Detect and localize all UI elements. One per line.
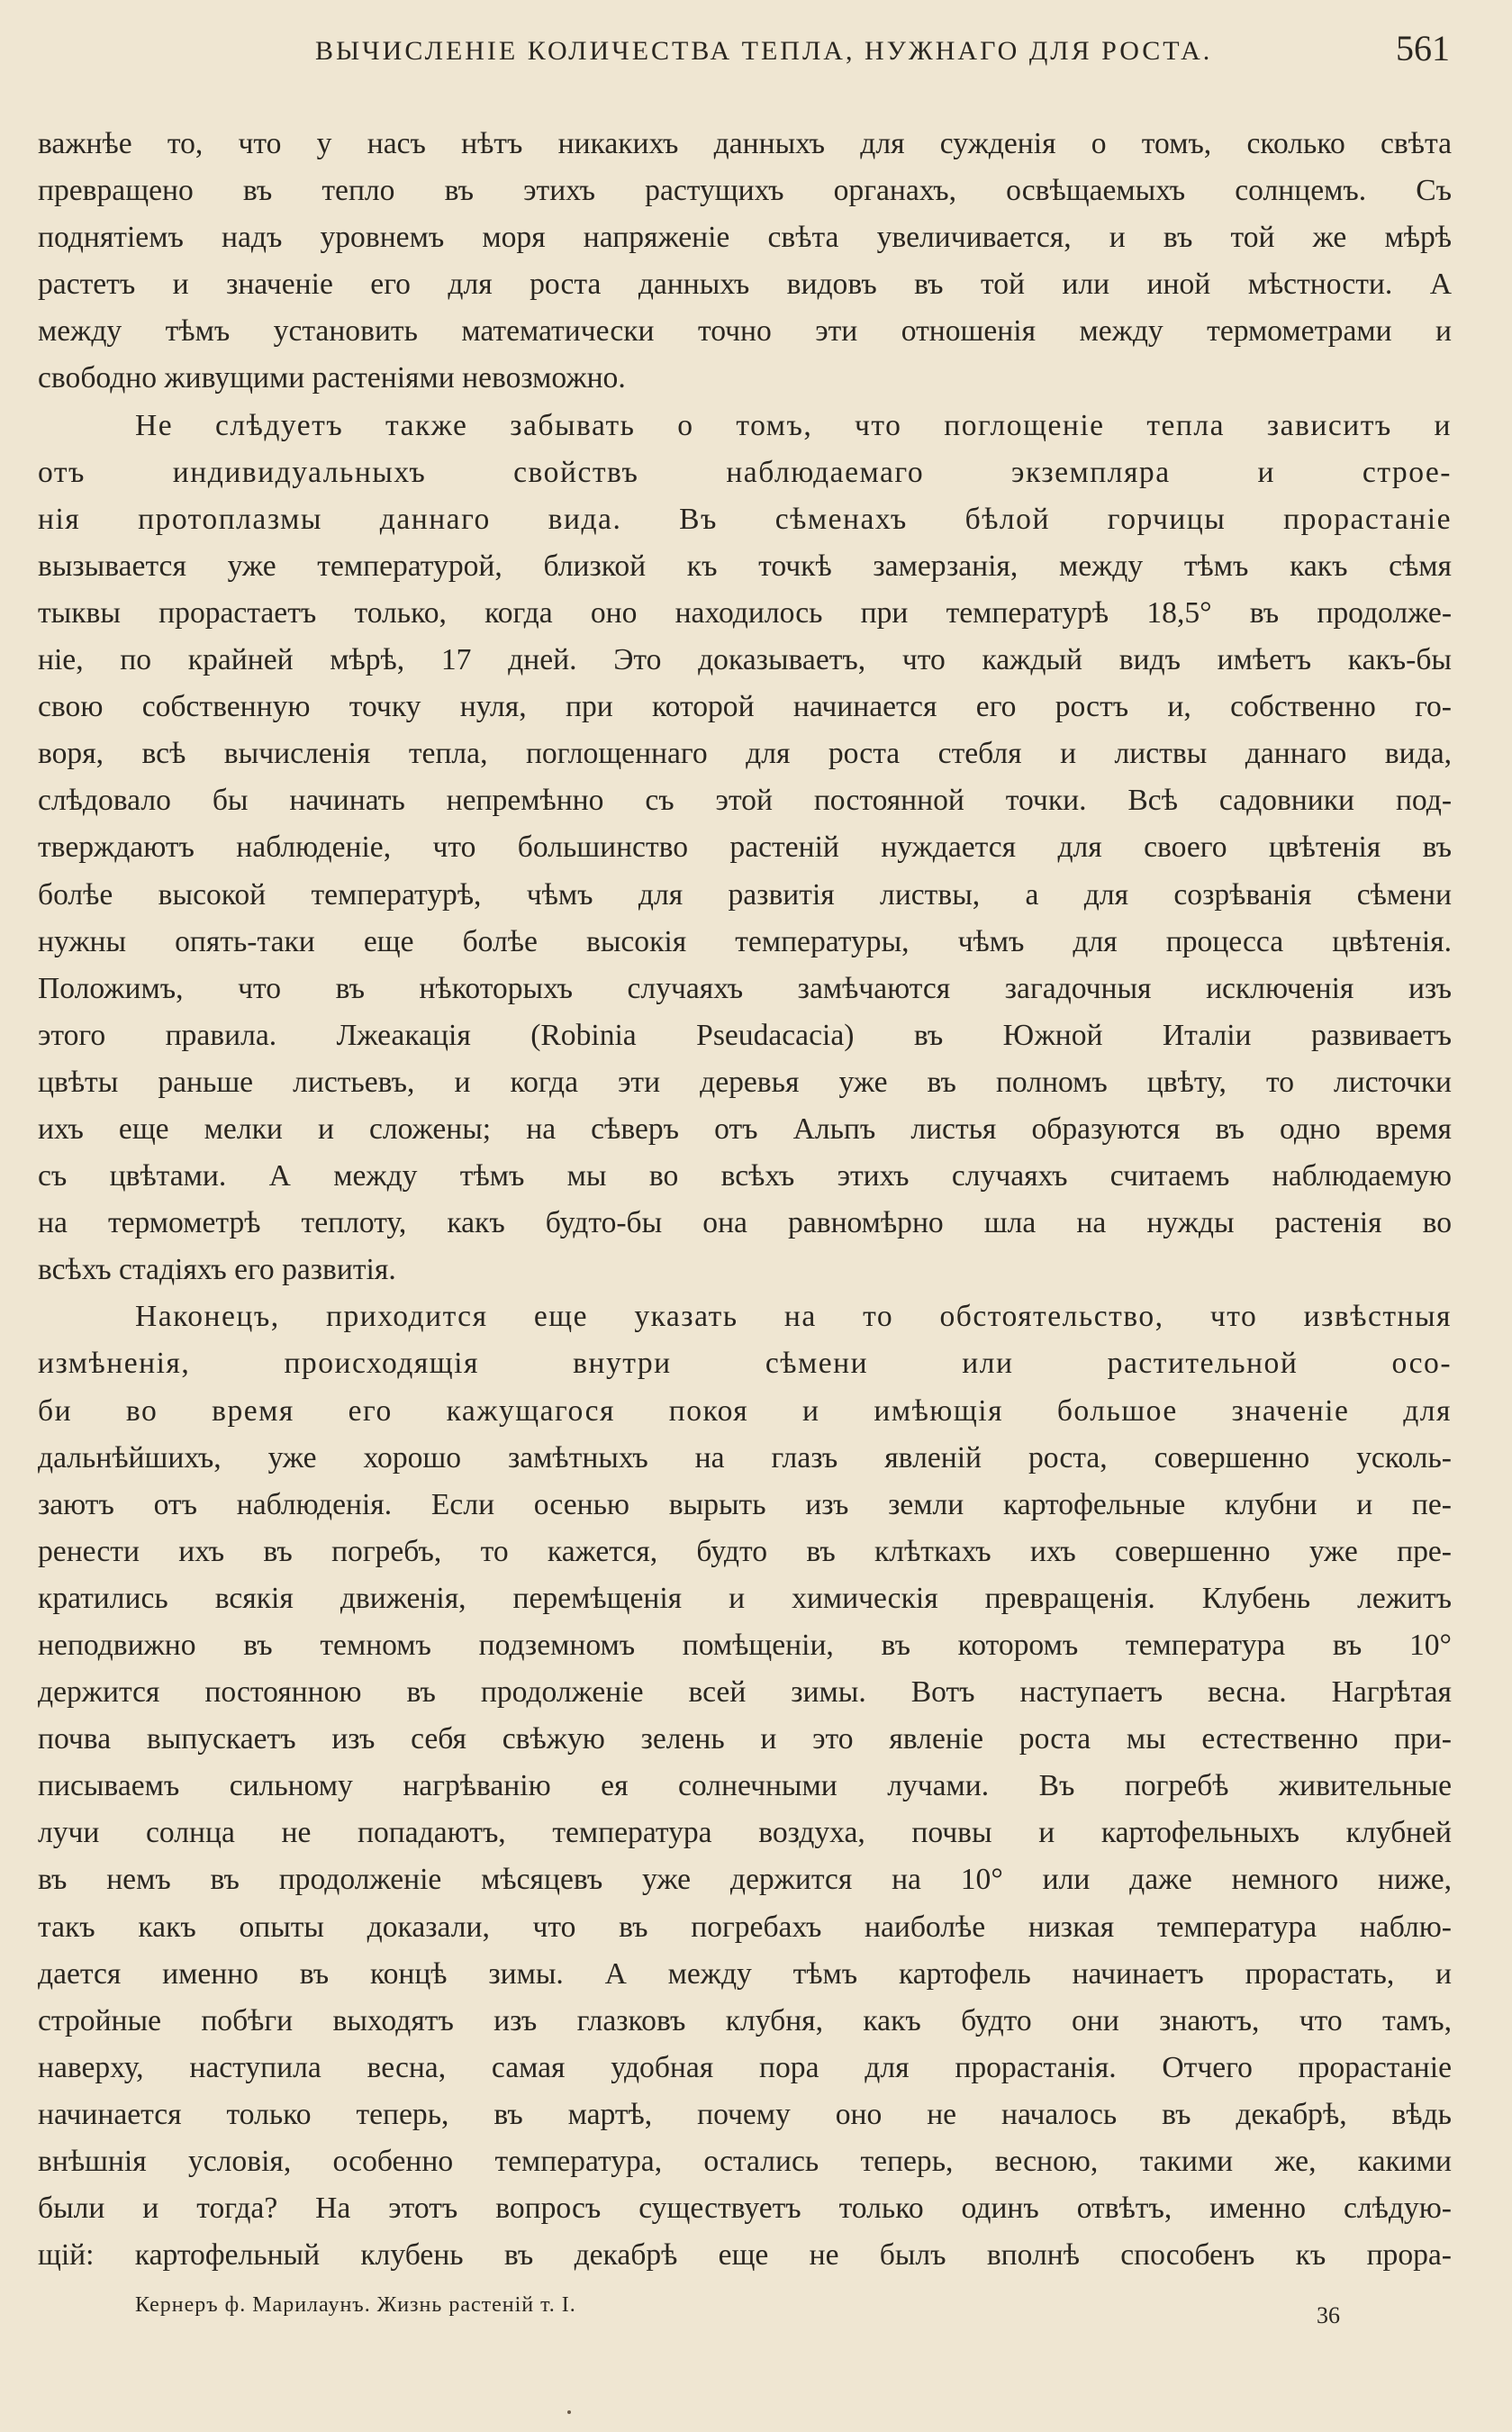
text-line: ихъ еще мелки и сложены; на сѣверъ отъ Альпъ листья образуются въ одно время [38, 1112, 1452, 1146]
text-line: измѣненія, происходящія внутри сѣмени или растительной осо- [38, 1347, 1452, 1381]
text-line: свою собственную точку нуля, при которой начинается его ростъ и, собственно го- [38, 690, 1452, 724]
text-line: Не слѣдуетъ также забывать о томъ, что поглощеніе тепла зависитъ и [135, 408, 1452, 442]
text-line: тыквы прорастаетъ только, когда оно находилось при температурѣ 18,5° въ продолже- [38, 595, 1452, 630]
text-line: вызывается уже температурой, близкой къ точкѣ замерзанія, между тѣмъ какъ сѣмя [38, 549, 1452, 583]
text-line: съ цвѣтами. А между тѣмъ мы во всѣхъ этихъ случаяхъ считаемъ наблюдаемую [38, 1159, 1452, 1193]
text-line: начинается только теперь, въ мартѣ, почему оно не началось въ декабрѣ, вѣдь [38, 2097, 1452, 2131]
text-line: щій: картофельный клубень въ декабрѣ еще не былъ вполнѣ способенъ къ прора- [38, 2238, 1452, 2273]
text-line: ніе, по крайней мѣрѣ, 17 дней. Это доказываетъ, что каждый видъ имѣетъ какъ-бы [38, 643, 1452, 677]
text-line: ренести ихъ въ погребъ, то кажется, будто въ клѣткахъ ихъ совершенно уже пре- [38, 1534, 1452, 1568]
text-line: на термометрѣ теплоту, какъ будто-бы она равномѣрно шла на нужды растенія во [38, 1206, 1452, 1240]
text-line: би во время его кажущагося покоя и имѣющія большое значеніе для [38, 1393, 1452, 1428]
text-line: цвѣты раньше листьевъ, и когда эти деревья уже въ полномъ цвѣту, то листочки [38, 1065, 1452, 1099]
text-line: лучи солнца не попадаютъ, температура воздуха, почвы и картофельныхъ клубней [38, 1816, 1452, 1850]
text-line: заютъ отъ наблюденія. Если осенью вырыть изъ земли картофельные клубни и пе- [38, 1487, 1452, 1521]
paper-speck [567, 2410, 571, 2414]
text-line: держится постоянною въ продолженіе всей зимы. Вотъ наступаетъ весна. Нагрѣтая [38, 1675, 1452, 1710]
page-number: 561 [1396, 28, 1450, 68]
text-line: этого правила. Лжеакація (Robinia Pseudacacia) въ Южной Италіи развиваетъ [38, 1018, 1452, 1052]
body-text [38, 121, 1452, 2279]
footer-source: Кернеръ ф. Марилаунъ. Жизнь растеній т. I. [135, 2293, 576, 2317]
text-line: превращено въ тепло въ этихъ растущихъ органахъ, освѣщаемыхъ солнцемъ. Съ [38, 174, 1452, 208]
text-line: внѣшнія условія, особенно температура, остались теперь, весною, такими же, какими [38, 2145, 1452, 2179]
text-line: писываемъ сильному нагрѣванію ея солнечными лучами. Въ погребѣ живительные [38, 1769, 1452, 1803]
text-line: наверху, наступила весна, самая удобная пора для прорастанія. Отчего прорастаніе [38, 2050, 1452, 2084]
text-line: растетъ и значеніе его для роста данныхъ видовъ въ той или иной мѣстности. А [38, 268, 1452, 302]
page-header [306, 25, 1450, 70]
text-line: воря, всѣ вычисленія тепла, поглощеннаго для роста стебля и листвы даннаго вида, [38, 737, 1452, 771]
text-line: всѣхъ стадіяхъ его развитія. [38, 1253, 396, 1287]
text-line: слѣдовало бы начинать непремѣнно съ этой постоянной точки. Всѣ садовники под- [38, 784, 1452, 818]
text-line: неподвижно въ темномъ подземномъ помѣщеніи, въ которомъ температура въ 10° [38, 1629, 1452, 1662]
text-line: нужны опять-таки еще болѣе высокія температуры, чѣмъ для процесса цвѣтенія. [38, 924, 1452, 958]
text-line: стройные побѣги выходятъ изъ глазковъ клубня, какъ будто они знаютъ, что тамъ, [38, 2003, 1452, 2037]
text-line: между тѣмъ установить математически точно эти отношенія между термометрами и [38, 314, 1452, 349]
text-line: были и тогда? На этотъ вопросъ существуетъ только одинъ отвѣтъ, именно слѣдую- [38, 2192, 1452, 2226]
text-line: дается именно въ концѣ зимы. А между тѣмъ картофель начинаетъ прорастать, и [38, 1956, 1452, 1991]
text-line: свободно живущими растеніями невозможно. [38, 361, 626, 395]
text-line: дальнѣйшихъ, уже хорошо замѣтныхъ на глазъ явленій роста, совершенно усколь- [38, 1440, 1452, 1475]
text-line: Положимъ, что въ нѣкоторыхъ случаяхъ замѣчаются загадочныя исключенія изъ [38, 971, 1452, 1005]
running-title: ВЫЧИСЛЕНІЕ КОЛИЧЕСТВА ТЕПЛА, НУЖНАГО ДЛЯ РОСТА. [315, 36, 1213, 66]
text-line: нія протоплазмы даннаго вида. Въ сѣменахъ бѣлой горчицы прорастаніе [38, 502, 1452, 536]
text-line: тверждаютъ наблюденіе, что большинство растеній нуждается для своего цвѣтенія въ [38, 830, 1452, 865]
text-line: отъ индивидуальныхъ свойствъ наблюдаемаго экземпляра и строе- [38, 455, 1452, 489]
signature-mark: 36 [1317, 2302, 1340, 2328]
text-line: поднятіемъ надъ уровнемъ моря напряженіе свѣта увеличивается, и въ той же мѣрѣ [38, 221, 1452, 255]
text-line: Наконецъ, приходится еще указать на то обстоятельство, что извѣстныя [135, 1300, 1452, 1334]
text-line: въ немъ въ продолженіе мѣсяцевъ уже держится на 10° или даже немного ниже, [38, 1863, 1452, 1897]
text-line: важнѣе то, что у насъ нѣтъ никакихъ данныхъ для сужденія о томъ, сколько свѣта [38, 127, 1452, 160]
text-line: кратились всякія движенія, перемѣщенія и химическія превращенія. Клубень лежитъ [38, 1581, 1452, 1615]
text-line: почва выпускаетъ изъ себя свѣжую зелень и это явленіе роста мы естественно при- [38, 1722, 1452, 1756]
text-line: болѣе высокой температурѣ, чѣмъ для развитія листвы, а для созрѣванія сѣмени [38, 877, 1452, 912]
text-line: такъ какъ опыты доказали, что въ погребахъ наиболѣе низкая температура наблю- [38, 1910, 1452, 1944]
